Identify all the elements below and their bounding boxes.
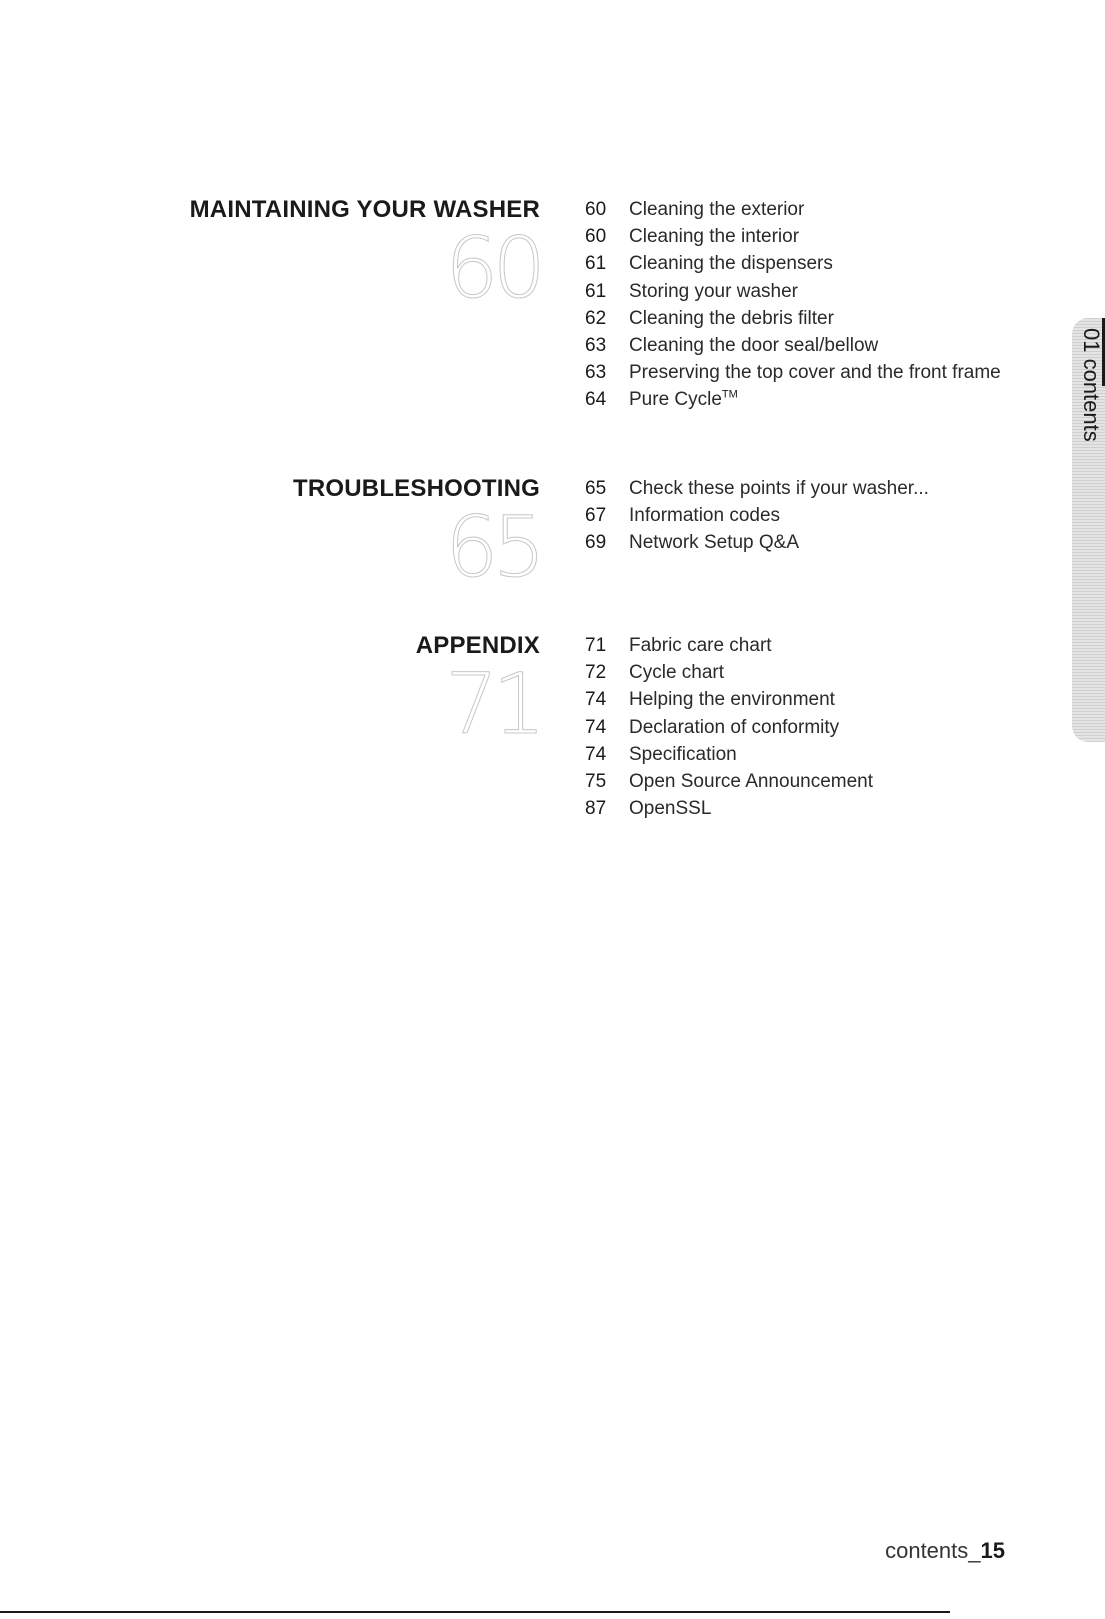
toc-entry-text: Preserving the top cover and the front frame	[629, 362, 1001, 384]
toc-item[interactable]	[585, 223, 1001, 250]
toc-page-number: 75	[585, 770, 607, 792]
toc-page-number: 63	[585, 334, 607, 356]
toc-entry-text: Declaration of conformity	[629, 716, 840, 738]
toc-entry-text: Pure Cycle	[629, 389, 722, 411]
toc-entry-text: Open Source Announcement	[629, 770, 874, 792]
section-number: 65	[445, 498, 540, 596]
footer-page-number: 15	[980, 1538, 1005, 1563]
toc-page-number: 62	[585, 307, 607, 329]
toc-list	[585, 196, 1001, 414]
toc-item[interactable]	[585, 196, 1001, 223]
section-number: 71	[445, 655, 540, 753]
page-footer	[885, 1538, 1005, 1564]
toc-item[interactable]	[585, 632, 873, 659]
toc-page-number: 71	[585, 635, 607, 656]
toc-page-number: 60	[585, 199, 607, 220]
toc-item[interactable]	[585, 475, 929, 502]
footer-separator: _	[968, 1538, 981, 1563]
toc-list	[585, 632, 873, 822]
toc-item[interactable]	[585, 278, 1001, 305]
toc-page-number: 64	[585, 389, 607, 411]
toc-item[interactable]	[585, 332, 1001, 359]
toc-page-number: 63	[585, 362, 607, 384]
toc-page-number: 74	[585, 716, 607, 738]
toc-item[interactable]	[585, 686, 873, 713]
toc-item[interactable]	[585, 795, 873, 822]
toc-entry-text: Helping the environment	[629, 689, 835, 711]
toc-page-number: 74	[585, 689, 607, 711]
toc-item[interactable]	[585, 386, 1001, 413]
section-number: 60	[445, 219, 540, 317]
toc-item[interactable]	[585, 768, 873, 795]
toc-page-number: 60	[585, 226, 607, 248]
toc-page-number: 72	[585, 662, 607, 684]
bottom-divider	[0, 1611, 950, 1613]
side-tab-label: 01 contents	[1079, 328, 1104, 442]
toc-page-number: 61	[585, 280, 607, 302]
toc-page-number: 69	[585, 532, 607, 554]
section-title: APPENDIX	[415, 632, 540, 659]
toc-page-number: 65	[585, 478, 607, 499]
section-title: TROUBLESHOOTING	[293, 475, 540, 502]
trademark-superscript: TM	[721, 388, 738, 401]
chapter-side-tab	[1072, 318, 1105, 742]
footer-label: contents	[885, 1538, 969, 1563]
toc-page-number: 74	[585, 743, 607, 765]
section-title: MAINTAINING YOUR WASHER	[189, 196, 540, 223]
toc-entry-text: Information codes	[629, 505, 781, 527]
toc-entry-text: Cleaning the dispensers	[629, 253, 833, 275]
toc-entry-text: Fabric care chart	[629, 635, 772, 656]
toc-entry-text: Cleaning the door seal/bellow	[629, 334, 879, 356]
toc-item[interactable]	[585, 502, 929, 529]
toc-item[interactable]	[585, 741, 873, 768]
toc-entry-text: OpenSSL	[629, 798, 712, 820]
toc-entry-text: Cleaning the interior	[629, 226, 800, 248]
toc-entry-text: Check these points if your washer...	[629, 478, 929, 499]
toc-entry-text: Cleaning the exterior	[629, 199, 805, 220]
toc-item[interactable]	[585, 659, 873, 686]
toc-page-number: 67	[585, 505, 607, 527]
toc-item[interactable]	[585, 529, 929, 556]
toc-page-number: 87	[585, 798, 607, 820]
toc-page-number: 61	[585, 253, 607, 275]
toc-item[interactable]	[585, 305, 1001, 332]
toc-item[interactable]	[585, 359, 1001, 386]
toc-entry-text: Cycle chart	[629, 662, 725, 684]
toc-entry-text: Network Setup Q&A	[629, 532, 800, 554]
toc-entry-text: Specification	[629, 743, 737, 765]
toc-entry-text: Storing your washer	[629, 280, 798, 302]
toc-entry-text: Cleaning the debris filter	[629, 307, 834, 329]
toc-list	[585, 475, 929, 557]
toc-item[interactable]	[585, 250, 1001, 277]
toc-item[interactable]	[585, 714, 873, 741]
